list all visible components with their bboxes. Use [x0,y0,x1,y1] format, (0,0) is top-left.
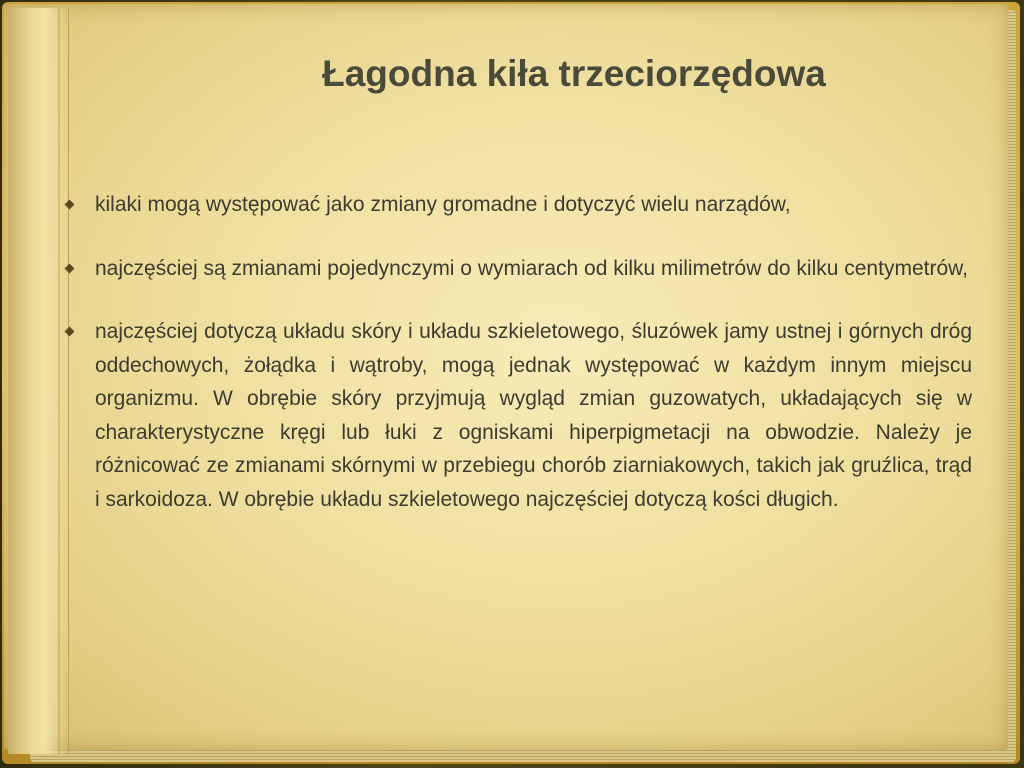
bullet-text: kilaki mogą występować jako zmiany gromadne i dotyczyć wielu narządów, [95,193,791,216]
diamond-bullet-icon [65,327,75,337]
bullet-text: najczęściej są zmianami pojedynczymi o wymiarach od kilku milimetrów do kilku centymetrów, [95,256,968,280]
page-fold-line [58,8,61,754]
diamond-bullet-icon [65,200,75,210]
bullet-item [64,315,972,516]
bullet-text: najczęściej dotyczą układu skóry i układu szkieletowego, śluzówek jamy ustnej i górnych dróg oddechowych, żołądka i wątroby, mogą jednak występować w każdym innym miejscu organizmu. W obrębie skóry przyjmują wygląd zmian guzowatych, układających się w charakterystyczne kręgi lub łuki z ogniskami hiperpigmetacji na obwodzie. Należy je różnicować ze zmianami skórnymi w przebiegu chorób ziarniakowych, takich jak gruźlica, trąd i sarkoidoza. W obrębie układu szkieletowego najczęściej dotyczą kości długich. [95,320,972,511]
bullet-item [64,188,972,222]
slide-title: Łagodna kiła trzeciorzędowa [322,53,826,94]
parchment-page [4,4,1008,750]
diamond-bullet-icon [65,263,75,273]
bullet-item [64,252,972,286]
bullet-list [64,188,972,546]
